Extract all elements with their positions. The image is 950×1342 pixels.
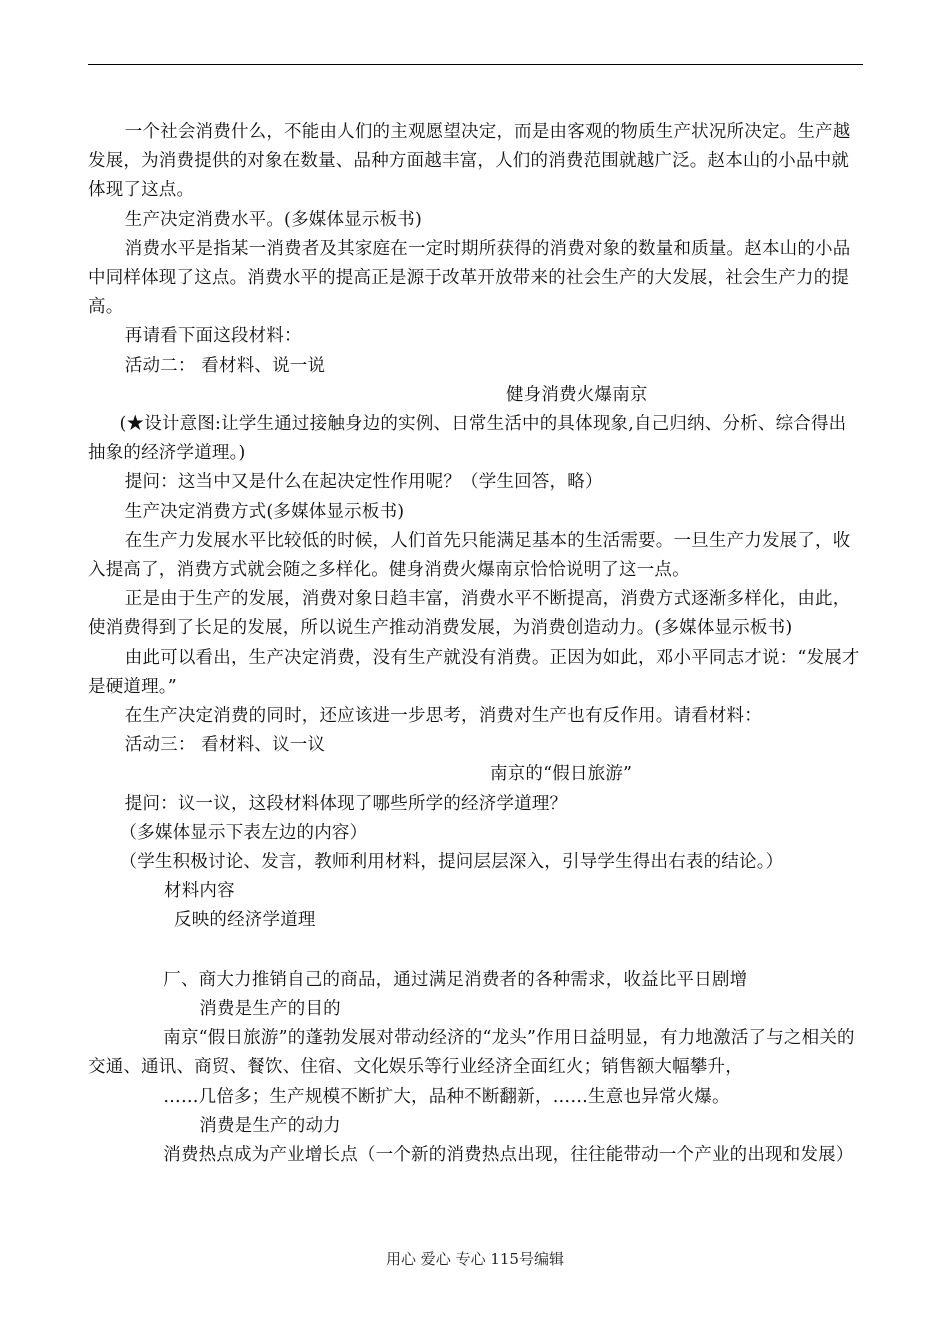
paragraph: （学生积极讨论、发言，教师利用材料，提问层层深入，引导学生得出右表的结论。） xyxy=(119,852,784,873)
table-cell-left: 厂、商大力推销自己的商品，通过满足消费者的各种需求，收益比平日剧增 xyxy=(163,969,748,990)
table-row xyxy=(88,966,863,1024)
paragraph: （多媒体显示下表左边的内容） xyxy=(119,822,368,843)
paragraph: 再请看下面这段材料： xyxy=(124,326,302,347)
paragraph: 在生产决定消费的同时，还应该进一步思考，消费对生产也有反作用。请看材料： xyxy=(124,706,762,727)
paragraph: 提问：议一议，这段材料体现了哪些所学的经济学道理？ xyxy=(124,793,568,814)
design-note: (★设计意图:让学生通过接触身边的实例、日常生活中的具体现象,自己归纳、分析、综合得出抽象的经济学道理。) xyxy=(88,414,847,464)
paragraph: 由此可以看出，生产决定消费，没有生产就没有消费。正因为如此，邓小平同志才说：“发展才是硬道理。” xyxy=(88,647,860,697)
page-footer: 用心 爱心 专心 115号编辑 xyxy=(386,1250,564,1268)
material-title: 健身消费火爆南京 xyxy=(506,384,648,405)
activity-heading: 活动三： 看材料、议一议 xyxy=(124,735,326,756)
table-cell-right: 消费是生产的目的 xyxy=(199,998,341,1019)
table-cell-right: 消费是生产的动力 xyxy=(199,1115,341,1136)
paragraph: 生产决定消费方式(多媒体显示板书) xyxy=(124,501,405,522)
paragraph: 一个社会消费什么，不能由人们的主观愿望决定，而是由客观的物质生产状况所决定。生产越发展，为消费提供的对象在数量、品种方面越丰富，人们的消费范围就越广泛。赵本山的小品中就体现了这点。 xyxy=(88,122,851,201)
table-header-right: 反映的经济学道理 xyxy=(174,910,316,931)
table-gap xyxy=(88,936,863,966)
paragraph: 生产决定消费水平。(多媒体显示板书) xyxy=(124,209,423,230)
table-header-left: 材料内容 xyxy=(164,881,235,902)
activity-heading: 活动二： 看材料、说一说 xyxy=(124,355,326,376)
paragraph: 在生产力发展水平比较低的时候，人们首先只能满足基本的生活需要。一旦生产力发展了，收入提高了，消费方式就会随之多样化。健身消费火爆南京恰恰说明了这一点。 xyxy=(88,530,851,581)
table-row: 南京“假日旅游”的蓬勃发展对带动经济的“龙头”作用日益明显，有力地激活了与之相关的交通、通讯、商贸、餐饮、住宿、文化娱乐等行业经济全面红火；销售额大幅攀升， xyxy=(88,1028,855,1078)
material-title: 南京的“假日旅游” xyxy=(490,764,633,785)
paragraph: 消费水平是指某一消费者及其家庭在一定时期所获得的消费对象的数量和质量。赵本山的小品中同样体现了这点。消费水平的提高正是源于改革开放带来的社会生产的大发展，社会生产力的提高。 xyxy=(88,238,851,318)
document-body xyxy=(88,118,863,1170)
paragraph: 正是由于生产的发展，消费对象日趋丰富，消费水平不断提高，消费方式逐渐多样化，由此，使消费得到了长足的发展，所以说生产推动消费发展，为消费创造动力。(多媒体显示板书) xyxy=(88,589,851,639)
paragraph: 提问：这当中又是什么在起决定性作用呢？（学生回答，略） xyxy=(124,472,603,493)
table-cell-left: ……几倍多；生产规模不断扩大，品种不断翻新，……生意也异常火爆。 xyxy=(163,1086,730,1107)
table-row: 消费热点成为产业增长点（一个新的消费热点出现，往往能带动一个产业的出现和发展） xyxy=(163,1144,854,1165)
header-rule xyxy=(88,64,863,65)
table-row xyxy=(88,1083,863,1141)
